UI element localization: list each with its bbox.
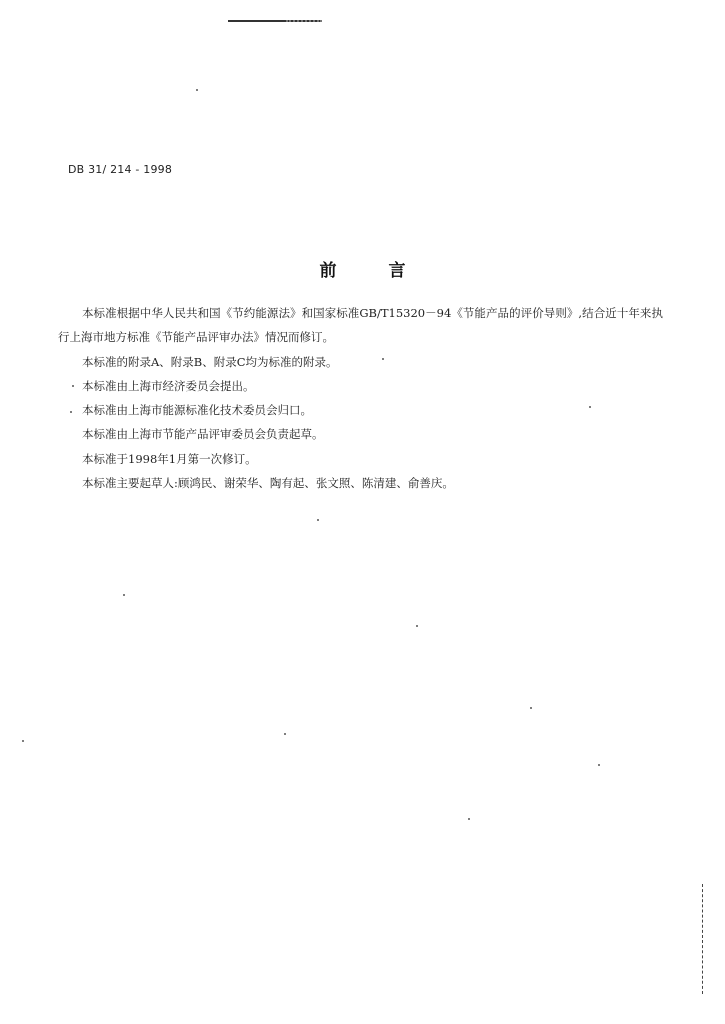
- scan-speck: [72, 385, 74, 387]
- standard-code: DB 31/ 214 - 1998: [68, 163, 173, 176]
- foreword-paragraph: 本标准于1998年1月第一次修订。: [82, 451, 257, 466]
- scan-speck: [530, 707, 532, 709]
- header-rule: [228, 20, 322, 22]
- scan-speck: [70, 411, 72, 413]
- foreword-paragraph: 本标准由上海市能源标准化技术委员会归口。: [82, 403, 312, 418]
- foreword-paragraph: 本标准主要起草人:顾鸿民、谢荣华、陶有起、张文照、陈清建、俞善庆。: [82, 476, 454, 491]
- foreword-paragraph: 本标准的附录A、附录B、附录C均为标准的附录。: [82, 354, 338, 369]
- foreword-paragraph: 本标准由上海市节能产品评审委员会负责起草。: [82, 427, 324, 442]
- scan-speck: [317, 519, 319, 521]
- title-char-2: 言: [388, 261, 406, 281]
- scan-speck: [123, 594, 125, 596]
- scan-speck: [598, 764, 600, 766]
- scan-speck: [284, 733, 286, 735]
- foreword-paragraph: 本标准由上海市经济委员会提出。: [82, 378, 255, 393]
- scan-speck: [382, 358, 384, 360]
- scan-speck: [416, 625, 418, 627]
- foreword-body: [58, 301, 663, 495]
- foreword-paragraph: 本标准根据中华人民共和国《节约能源法》和国家标准GB/T15320－94《节能产品的评价导则》,结合近十年来执行上海市地方标准《节能产品评审办法》情况而修订。: [58, 306, 663, 345]
- scan-speck: [22, 740, 24, 742]
- page-title: [0, 256, 725, 281]
- title-char-1: 前: [319, 261, 337, 281]
- scan-speck: [196, 89, 198, 91]
- scan-speck: [589, 406, 591, 408]
- scan-speck: [468, 818, 470, 820]
- scan-edge-mark: [702, 884, 704, 994]
